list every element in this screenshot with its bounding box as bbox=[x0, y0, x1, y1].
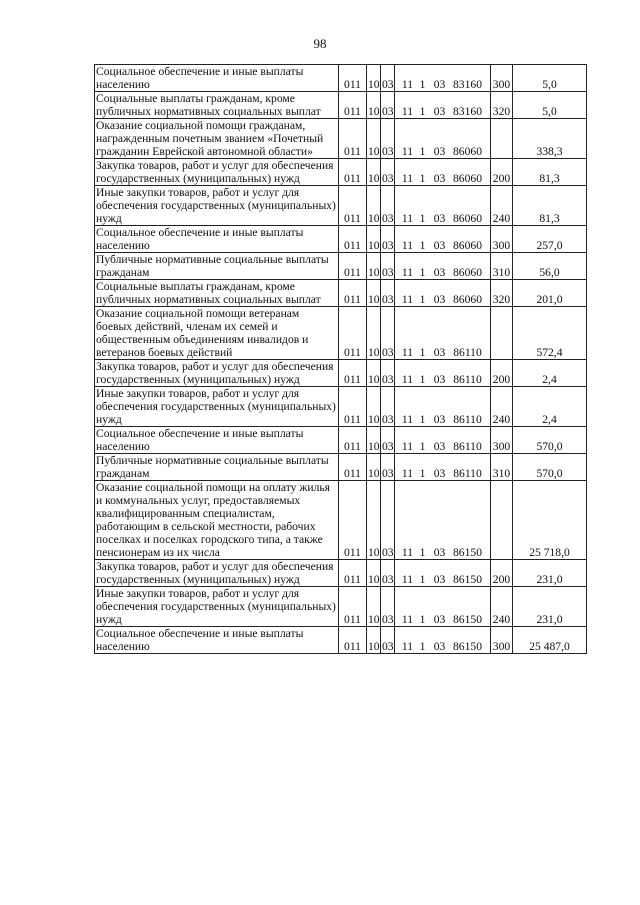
row-amount: 5,0 bbox=[513, 92, 587, 119]
row-amount: 572,4 bbox=[513, 307, 587, 360]
target-program-code: 11 bbox=[401, 640, 414, 653]
section-code: 10 bbox=[367, 119, 381, 159]
target-event-code: 03 bbox=[433, 78, 446, 91]
row-description: Иные закупки товаров, работ и услуг для обеспечения государственных (муниципальных) нужд bbox=[95, 587, 339, 627]
subsection-code: 03 bbox=[381, 65, 395, 92]
row-description: Закупка товаров, работ и услуг для обеспечения государственных (муниципальных) нужд bbox=[95, 560, 339, 587]
row-amount: 570,0 bbox=[513, 427, 587, 454]
ministry-code: 011 bbox=[339, 65, 367, 92]
target-program-code: 11 bbox=[401, 613, 414, 626]
target-subprogram-code: 1 bbox=[419, 640, 426, 653]
target-direction-code: 86060 bbox=[453, 239, 482, 252]
target-article-code bbox=[395, 560, 491, 587]
table-body bbox=[95, 65, 587, 654]
target-program-code: 11 bbox=[401, 546, 414, 559]
row-description: Социальное обеспечение и иные выплаты населению bbox=[95, 226, 339, 253]
table-row bbox=[95, 560, 587, 587]
target-article-code bbox=[395, 454, 491, 481]
target-event-code: 03 bbox=[433, 640, 446, 653]
target-program-code: 11 bbox=[401, 346, 414, 359]
target-subprogram-code: 1 bbox=[419, 78, 426, 91]
target-event-code: 03 bbox=[433, 145, 446, 158]
subsection-code: 03 bbox=[381, 560, 395, 587]
target-program-code: 11 bbox=[401, 413, 414, 426]
target-article-code bbox=[395, 307, 491, 360]
section-code: 10 bbox=[367, 360, 381, 387]
row-description: Социальное обеспечение и иные выплаты населению bbox=[95, 627, 339, 654]
target-event-code: 03 bbox=[433, 573, 446, 586]
expense-type-code: 320 bbox=[491, 280, 513, 307]
target-program-code: 11 bbox=[401, 78, 414, 91]
target-direction-code: 86060 bbox=[453, 172, 482, 185]
target-article-code bbox=[395, 159, 491, 186]
ministry-code: 011 bbox=[339, 280, 367, 307]
target-program-code: 11 bbox=[401, 105, 414, 118]
budget-table bbox=[94, 64, 587, 654]
target-article-code bbox=[395, 92, 491, 119]
row-amount: 338,3 bbox=[513, 119, 587, 159]
target-subprogram-code: 1 bbox=[419, 467, 426, 480]
subsection-code: 03 bbox=[381, 159, 395, 186]
expense-type-code: 300 bbox=[491, 427, 513, 454]
row-description: Оказание социальной помощи на оплату жилья и коммунальных услуг, предоставляемых квалифицированным специалистам, работающим в сельской местности, рабочих поселках и поселках городского типа, а также пенсионерам из их числа bbox=[95, 481, 339, 560]
target-program-code: 11 bbox=[401, 212, 414, 225]
table-row bbox=[95, 119, 587, 159]
table-row bbox=[95, 387, 587, 427]
target-article-code bbox=[395, 427, 491, 454]
row-amount: 56,0 bbox=[513, 253, 587, 280]
subsection-code: 03 bbox=[381, 627, 395, 654]
subsection-code: 03 bbox=[381, 387, 395, 427]
table-row bbox=[95, 360, 587, 387]
target-article-code bbox=[395, 587, 491, 627]
ministry-code: 011 bbox=[339, 560, 367, 587]
target-subprogram-code: 1 bbox=[419, 546, 426, 559]
target-direction-code: 86150 bbox=[453, 573, 482, 586]
target-program-code: 11 bbox=[401, 440, 414, 453]
target-event-code: 03 bbox=[433, 467, 446, 480]
target-event-code: 03 bbox=[433, 239, 446, 252]
target-subprogram-code: 1 bbox=[419, 440, 426, 453]
target-program-code: 11 bbox=[401, 172, 414, 185]
target-direction-code: 86110 bbox=[453, 467, 482, 480]
target-article-code bbox=[395, 253, 491, 280]
section-code: 10 bbox=[367, 387, 381, 427]
target-subprogram-code: 1 bbox=[419, 293, 426, 306]
target-direction-code: 83160 bbox=[453, 78, 482, 91]
target-article-code bbox=[395, 119, 491, 159]
target-program-code: 11 bbox=[401, 145, 414, 158]
table-row bbox=[95, 587, 587, 627]
target-article-code bbox=[395, 65, 491, 92]
row-description: Оказание социальной помощи ветеранам боевых действий, членам их семей и общественным объединениям инвалидов и ветеранов боевых действий bbox=[95, 307, 339, 360]
target-article-code bbox=[395, 387, 491, 427]
table-row bbox=[95, 186, 587, 226]
expense-type-code: 300 bbox=[491, 65, 513, 92]
target-subprogram-code: 1 bbox=[419, 573, 426, 586]
subsection-code: 03 bbox=[381, 119, 395, 159]
target-event-code: 03 bbox=[433, 346, 446, 359]
row-amount: 231,0 bbox=[513, 560, 587, 587]
ministry-code: 011 bbox=[339, 226, 367, 253]
row-amount: 2,4 bbox=[513, 387, 587, 427]
section-code: 10 bbox=[367, 159, 381, 186]
subsection-code: 03 bbox=[381, 307, 395, 360]
expense-type-code: 320 bbox=[491, 92, 513, 119]
subsection-code: 03 bbox=[381, 427, 395, 454]
target-direction-code: 86110 bbox=[453, 440, 482, 453]
target-direction-code: 86110 bbox=[453, 373, 482, 386]
table-row bbox=[95, 427, 587, 454]
row-description: Социальное обеспечение и иные выплаты населению bbox=[95, 427, 339, 454]
target-event-code: 03 bbox=[433, 105, 446, 118]
target-article-code bbox=[395, 280, 491, 307]
target-subprogram-code: 1 bbox=[419, 105, 426, 118]
expense-type-code bbox=[491, 119, 513, 159]
target-event-code: 03 bbox=[433, 546, 446, 559]
target-event-code: 03 bbox=[433, 172, 446, 185]
ministry-code: 011 bbox=[339, 186, 367, 226]
target-direction-code: 86060 bbox=[453, 212, 482, 225]
target-direction-code: 86150 bbox=[453, 546, 482, 559]
ministry-code: 011 bbox=[339, 119, 367, 159]
section-code: 10 bbox=[367, 92, 381, 119]
expense-type-code: 200 bbox=[491, 560, 513, 587]
target-article-code bbox=[395, 226, 491, 253]
subsection-code: 03 bbox=[381, 360, 395, 387]
section-code: 10 bbox=[367, 307, 381, 360]
row-amount: 5,0 bbox=[513, 65, 587, 92]
section-code: 10 bbox=[367, 186, 381, 226]
expense-type-code: 310 bbox=[491, 454, 513, 481]
ministry-code: 011 bbox=[339, 627, 367, 654]
expense-type-code: 300 bbox=[491, 226, 513, 253]
section-code: 10 bbox=[367, 65, 381, 92]
subsection-code: 03 bbox=[381, 253, 395, 280]
subsection-code: 03 bbox=[381, 226, 395, 253]
target-subprogram-code: 1 bbox=[419, 346, 426, 359]
row-amount: 257,0 bbox=[513, 226, 587, 253]
target-article-code bbox=[395, 627, 491, 654]
row-description: Социальные выплаты гражданам, кроме публичных нормативных социальных выплат bbox=[95, 280, 339, 307]
row-amount: 81,3 bbox=[513, 159, 587, 186]
table-row bbox=[95, 280, 587, 307]
target-direction-code: 83160 bbox=[453, 105, 482, 118]
section-code: 10 bbox=[367, 587, 381, 627]
subsection-code: 03 bbox=[381, 454, 395, 481]
section-code: 10 bbox=[367, 226, 381, 253]
ministry-code: 011 bbox=[339, 454, 367, 481]
target-event-code: 03 bbox=[433, 293, 446, 306]
expense-type-code: 200 bbox=[491, 360, 513, 387]
section-code: 10 bbox=[367, 627, 381, 654]
target-event-code: 03 bbox=[433, 440, 446, 453]
ministry-code: 011 bbox=[339, 587, 367, 627]
target-event-code: 03 bbox=[433, 373, 446, 386]
target-direction-code: 86150 bbox=[453, 613, 482, 626]
row-amount: 570,0 bbox=[513, 454, 587, 481]
ministry-code: 011 bbox=[339, 427, 367, 454]
target-program-code: 11 bbox=[401, 467, 414, 480]
row-description: Закупка товаров, работ и услуг для обеспечения государственных (муниципальных) нужд bbox=[95, 159, 339, 186]
target-program-code: 11 bbox=[401, 373, 414, 386]
target-direction-code: 86110 bbox=[453, 413, 482, 426]
expense-type-code bbox=[491, 481, 513, 560]
section-code: 10 bbox=[367, 253, 381, 280]
table-row bbox=[95, 307, 587, 360]
subsection-code: 03 bbox=[381, 280, 395, 307]
table-row bbox=[95, 226, 587, 253]
target-subprogram-code: 1 bbox=[419, 239, 426, 252]
row-description: Социальное обеспечение и иные выплаты населению bbox=[95, 65, 339, 92]
ministry-code: 011 bbox=[339, 481, 367, 560]
target-subprogram-code: 1 bbox=[419, 212, 426, 225]
expense-type-code: 240 bbox=[491, 387, 513, 427]
section-code: 10 bbox=[367, 280, 381, 307]
target-subprogram-code: 1 bbox=[419, 373, 426, 386]
section-code: 10 bbox=[367, 427, 381, 454]
row-amount: 81,3 bbox=[513, 186, 587, 226]
target-direction-code: 86150 bbox=[453, 640, 482, 653]
section-code: 10 bbox=[367, 481, 381, 560]
ministry-code: 011 bbox=[339, 159, 367, 186]
target-article-code bbox=[395, 481, 491, 560]
target-program-code: 11 bbox=[401, 239, 414, 252]
expense-type-code: 300 bbox=[491, 627, 513, 654]
table-row bbox=[95, 627, 587, 654]
row-amount: 2,4 bbox=[513, 360, 587, 387]
table-row bbox=[95, 253, 587, 280]
subsection-code: 03 bbox=[381, 481, 395, 560]
target-direction-code: 86110 bbox=[453, 346, 482, 359]
row-description: Иные закупки товаров, работ и услуг для обеспечения государственных (муниципальных) нужд bbox=[95, 186, 339, 226]
target-event-code: 03 bbox=[433, 212, 446, 225]
row-amount: 231,0 bbox=[513, 587, 587, 627]
expense-type-code: 200 bbox=[491, 159, 513, 186]
row-amount: 201,0 bbox=[513, 280, 587, 307]
table-row bbox=[95, 92, 587, 119]
target-subprogram-code: 1 bbox=[419, 172, 426, 185]
target-article-code bbox=[395, 186, 491, 226]
target-subprogram-code: 1 bbox=[419, 266, 426, 279]
ministry-code: 011 bbox=[339, 387, 367, 427]
table-row bbox=[95, 481, 587, 560]
target-event-code: 03 bbox=[433, 413, 446, 426]
target-program-code: 11 bbox=[401, 293, 414, 306]
target-subprogram-code: 1 bbox=[419, 613, 426, 626]
target-event-code: 03 bbox=[433, 266, 446, 279]
target-subprogram-code: 1 bbox=[419, 145, 426, 158]
row-description: Публичные нормативные социальные выплаты гражданам bbox=[95, 253, 339, 280]
ministry-code: 011 bbox=[339, 253, 367, 280]
expense-type-code bbox=[491, 307, 513, 360]
target-direction-code: 86060 bbox=[453, 266, 482, 279]
row-description: Закупка товаров, работ и услуг для обеспечения государственных (муниципальных) нужд bbox=[95, 360, 339, 387]
table-row bbox=[95, 454, 587, 481]
row-description: Оказание социальной помощи гражданам, награжденным почетным званием «Почетный гражданин Еврейской автономной области» bbox=[95, 119, 339, 159]
row-description: Иные закупки товаров, работ и услуг для обеспечения государственных (муниципальных) нужд bbox=[95, 387, 339, 427]
target-event-code: 03 bbox=[433, 613, 446, 626]
ministry-code: 011 bbox=[339, 307, 367, 360]
section-code: 10 bbox=[367, 560, 381, 587]
target-program-code: 11 bbox=[401, 573, 414, 586]
subsection-code: 03 bbox=[381, 186, 395, 226]
ministry-code: 011 bbox=[339, 92, 367, 119]
section-code: 10 bbox=[367, 454, 381, 481]
table-row bbox=[95, 159, 587, 186]
row-amount: 25 487,0 bbox=[513, 627, 587, 654]
expense-type-code: 310 bbox=[491, 253, 513, 280]
target-program-code: 11 bbox=[401, 266, 414, 279]
subsection-code: 03 bbox=[381, 587, 395, 627]
target-direction-code: 86060 bbox=[453, 145, 482, 158]
page-number: 98 bbox=[313, 36, 327, 51]
expense-type-code: 240 bbox=[491, 186, 513, 226]
row-description: Публичные нормативные социальные выплаты гражданам bbox=[95, 454, 339, 481]
ministry-code: 011 bbox=[339, 360, 367, 387]
target-direction-code: 86060 bbox=[453, 293, 482, 306]
expense-type-code: 240 bbox=[491, 587, 513, 627]
subsection-code: 03 bbox=[381, 92, 395, 119]
row-amount: 25 718,0 bbox=[513, 481, 587, 560]
row-description: Социальные выплаты гражданам, кроме публичных нормативных социальных выплат bbox=[95, 92, 339, 119]
target-article-code bbox=[395, 360, 491, 387]
target-subprogram-code: 1 bbox=[419, 413, 426, 426]
table-row bbox=[95, 65, 587, 92]
